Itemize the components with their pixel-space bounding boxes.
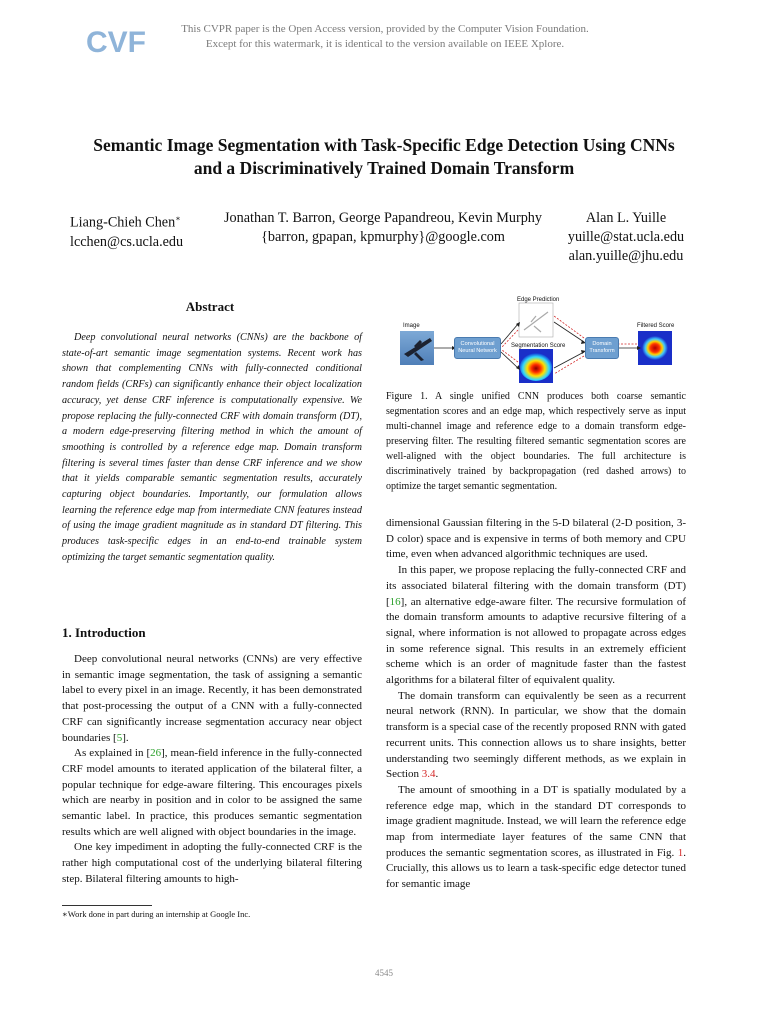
figure-1-caption: Figure 1. A single unified CNN produces both coarse semantic segmentation scores and an edge map, which respectively serve as input multi-channel image and reference edge to a domain transform edge-preserving filter. The resulting filtered semantic segmentation scores are well-aligned with the object boundaries. The full architecture is discriminatively trained by backpropagation (red dashed arrows) to optimize the target semantic segmentation. (386, 391, 686, 492)
paragraph: One key impediment in adopting the fully-connected CRF is the rather high computational cost of the underlying bilateral filtering step. Bilateral filtering amounts to high- (62, 841, 362, 885)
paragraph: Deep convolutional neural networks (CNNs) are very effective in semantic image segmentation, the task of assigning a semantic label to every pixel in an image. Recently, it has been demonstrated that post-processing the output of a CNN with a fully-connected CRF can significantly increase segmentation accuracy near object boundaries [5]. (62, 653, 362, 744)
watermark-line-1: This CVPR paper is the Open Access version, provided by the Computer Vision Foundation. (181, 23, 589, 35)
filtered-score-thumbnail (638, 331, 672, 365)
author-footnote-mark: ∗ (175, 214, 181, 223)
figure-label-image: Image (403, 323, 420, 329)
page-number: 4545 (375, 968, 393, 978)
right-column-body (386, 516, 686, 893)
figure-1 (386, 294, 686, 389)
citation-link[interactable]: 16 (389, 595, 401, 608)
cnn-block: Convolutional Neural Network (454, 337, 501, 359)
paragraph: The amount of smoothing in a DT is spatially modulated by a reference edge map, which in the standard DT corresponds to image gradient magnitude. Instead, we will learn the reference edge map from intermediate layer features of the same CNN that produces the semantic segmentation scores, as illustrated in Fig. 1. Crucially, this allows us to learn a task-specific edge detector tuned for semantic image (386, 783, 686, 891)
paragraph: dimensional Gaussian filtering in the 5-D bilateral (2-D position, 3-D color) space and is expensive in terms of both memory and CPU time, even when advanced algorithmic techniques are used. (386, 517, 686, 561)
input-image-thumbnail (400, 331, 434, 365)
abstract-heading: Abstract (185, 299, 235, 314)
paragraph: As explained in [26], mean-field inference in the fully-connected CRF model amounts to iterated application of the bilateral filter, a popular technique for edge-aware filtering. This encourages pixels which are nearby in position and in color to be assigned the same semantic label. In practice, this produces semantic segmentation results which are well aligned with object boundaries in the image. (62, 747, 362, 838)
paper-title (40, 134, 728, 180)
svg-text:CVF: CVF (86, 26, 146, 59)
author-email: yuille@stat.ucla.edu (567, 229, 685, 245)
cvf-logo-icon (84, 20, 146, 60)
figure-reference-link[interactable]: 1 (677, 846, 684, 859)
author-name: Jonathan T. Barron, George Papandreou, Kevin Murphy (224, 210, 542, 226)
citation-link[interactable]: 5 (116, 731, 123, 744)
watermark-header (0, 0, 768, 60)
footnote: ∗Work done in part during an internship at Google Inc. (62, 909, 251, 919)
author-name: Liang-Chieh Chen (70, 214, 176, 231)
figure-label-edge-prediction: Edge Prediction (517, 297, 560, 303)
author-block-3 (556, 209, 696, 266)
author-email: {barron, gpapan, kpmurphy}@google.com (261, 229, 505, 245)
section-heading-introduction: 1. Introduction (62, 625, 146, 640)
figure-label-filtered-score: Filtered Score (637, 323, 675, 329)
abstract-body: Deep convolutional neural networks (CNNs) are the backbone of state-of-art semantic image segmentation systems. Recent work has shown that complementing CNNs with fully-connected conditional random fields (CRFs) can significantly enhance their object localization accuracy, yet dense CRF inference is computationally expensive. We propose replacing the fully-connected CRF with domain transform (DT), a modern edge-preserving filtering method in which the amount of smoothing is controlled by a reference edge map. Domain transform filtering is several times faster than dense CRF inference and we show that it yields comparable semantic segmentation results, accurately capturing object boundaries. Importantly, our formulation allows learning the reference edge map from intermediate CNN features instead of using the image gradient magnitude as in standard DT filtering. This produces task-specific edges in an end-to-end trainable system optimizing the target semantic segmentation quality. (62, 332, 362, 563)
edge-prediction-thumbnail (519, 303, 553, 337)
author-email-secondary: alan.yuille@jhu.edu (568, 248, 684, 264)
figure-diagram (386, 294, 686, 389)
author-email: lcchen@cs.ucla.edu (70, 233, 184, 250)
author-name: Alan L. Yuille (585, 210, 667, 226)
footnote-divider (62, 905, 152, 906)
figure-label-segmentation-score: Segmentation Score (511, 343, 566, 349)
citation-link[interactable]: 26 (150, 747, 162, 760)
segmentation-score-thumbnail (519, 349, 553, 383)
left-column-body (62, 652, 362, 888)
domain-transform-block: Domain Transform (585, 337, 619, 359)
author-block-2 (206, 209, 560, 247)
paragraph: The domain transform can equivalently be seen as a recurrent neural network (RNN). In particular, we show that the domain transform is a special case of the recently proposed RNN with gated recurrent units. This connection allows us to share insights, better understanding two seemingly different methods, as we explain in Section 3.4. (386, 689, 686, 781)
section-reference-link[interactable]: 3.4 (421, 768, 436, 781)
author-block-1 (70, 209, 183, 252)
watermark-text (150, 22, 620, 52)
title-line-2: and a Discriminatively Trained Domain Transform (193, 158, 575, 178)
watermark-line-2: Except for this watermark, it is identical to the version available on IEEE Xplore. (205, 38, 565, 50)
paragraph: In this paper, we propose replacing the fully-connected CRF and its associated bilateral filtering with the domain transform (DT) [16], an alternative edge-aware filter. The recursive formulation of the domain transform amounts to adaptive recursive filtering of a signal, where information is not allowed to propagate across edges in some reference signal. This results in an extremely efficient scheme which is an order of magnitude faster than the fastest algorithms for a bilateral filter of equivalent quality. (386, 564, 686, 687)
title-line-1: Semantic Image Segmentation with Task-Specific Edge Detection Using CNNs (93, 135, 675, 155)
